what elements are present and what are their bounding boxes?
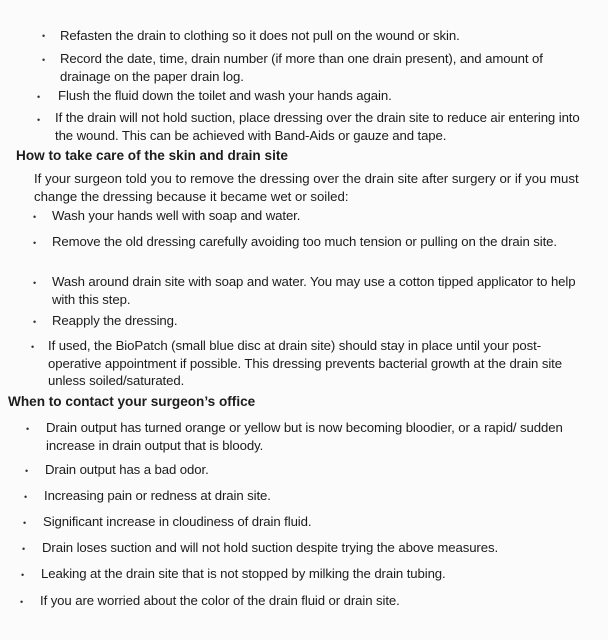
- list-item-text: Drain loses suction and will not hold suction despite trying the above measures.: [42, 540, 499, 555]
- bullet-dot: •: [37, 92, 41, 102]
- bullet-dot: •: [31, 342, 35, 352]
- section-heading-skin-care: How to take care of the skin and drain site: [16, 148, 288, 163]
- bullet-dot: •: [22, 544, 26, 554]
- bullet-dot: •: [33, 238, 37, 248]
- list-item-text: Flush the fluid down the toilet and wash your hands again.: [58, 88, 392, 103]
- list-item-text: Drain output has a bad odor.: [45, 462, 209, 477]
- list-item-text: Significant increase in cloudiness of drain fluid.: [43, 514, 312, 529]
- bullet-dot: •: [33, 212, 37, 222]
- bullet-dot: •: [37, 115, 41, 125]
- list-item-text: Reapply the dressing.: [52, 313, 178, 328]
- bullet-dot: •: [21, 570, 25, 580]
- list-item-text: If used, the BioPatch (small blue disc at drain site) should stay in place until your post-operative appointment if possible. This dressing prevents bacterial growth at the drain site unless soiled/saturated.: [48, 338, 562, 388]
- list-item-text: Wash around drain site with soap and water. You may use a cotton tipped applicator to help with this step.: [52, 274, 576, 307]
- bullet-dot: •: [25, 466, 29, 476]
- skin-care-intro: If your surgeon told you to remove the dressing over the drain site after surgery or if you must change the dressing because it became wet or soiled:: [34, 171, 579, 204]
- bullet-dot: •: [33, 278, 37, 288]
- bullet-dot: •: [42, 55, 46, 65]
- bullet-dot: •: [33, 317, 37, 327]
- list-item-text: Remove the old dressing carefully avoiding too much tension or pulling on the drain site.: [52, 234, 557, 249]
- list-item-text: Record the date, time, drain number (if more than one drain present), and amount of drainage on the paper drain log.: [60, 51, 543, 84]
- list-item-text: Wash your hands well with soap and water.: [52, 208, 301, 223]
- list-item-text: If the drain will not hold suction, place dressing over the drain site to reduce air entering into the wound. This can be achieved with Band-Aids or gauze and tape.: [55, 110, 580, 143]
- list-item-text: Increasing pain or redness at drain site.: [44, 488, 271, 503]
- list-item-text: Leaking at the drain site that is not stopped by milking the drain tubing.: [41, 566, 446, 581]
- bullet-dot: •: [42, 31, 46, 41]
- list-item-text: Refasten the drain to clothing so it does not pull on the wound or skin.: [60, 28, 460, 43]
- bullet-dot: •: [26, 424, 30, 434]
- list-item-text: If you are worried about the color of the drain fluid or drain site.: [40, 593, 400, 608]
- bullet-dot: •: [20, 597, 24, 607]
- list-item-text: Drain output has turned orange or yellow but is now becoming bloodier, or a rapid/ sudden increase in drain output that is bloody.: [46, 420, 563, 453]
- bullet-dot: •: [24, 492, 28, 502]
- section-heading-contact: When to contact your surgeon’s office: [8, 394, 256, 409]
- bullet-dot: •: [23, 518, 27, 528]
